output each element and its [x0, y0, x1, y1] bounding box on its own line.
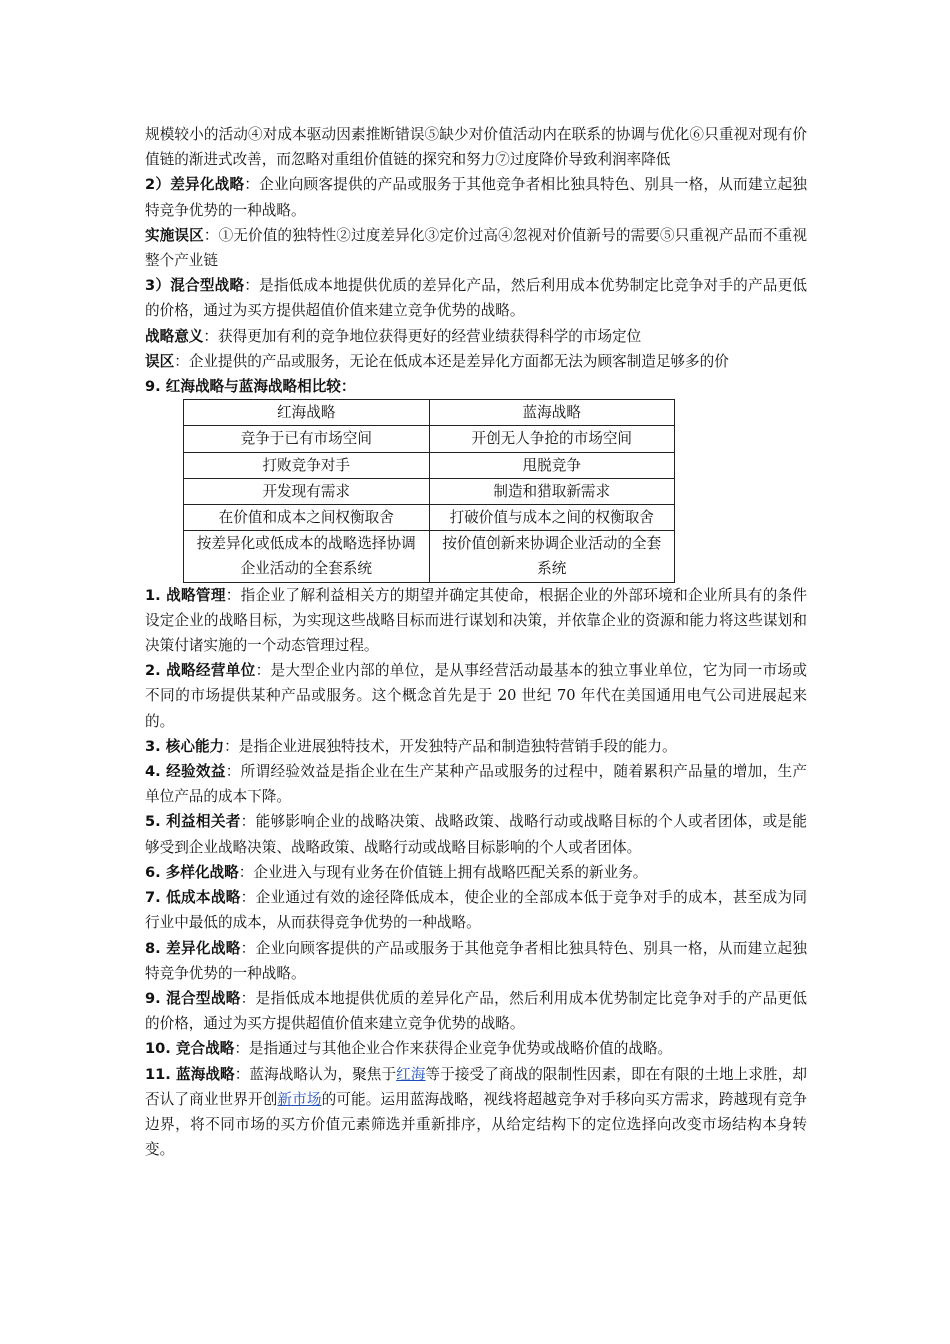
- table-row: [184, 452, 675, 478]
- pitfalls-text: ①无价值的独特性②过度差异化③定价过高④忽视对价值新号的需要⑤只重视产品而不重视整个产业链: [145, 226, 807, 270]
- differentiation-paragraph: [145, 172, 807, 222]
- mixed-text: 是指低成本地提供优质的差异化产品，然后利用成本优势制定比竞争对手的产品更低的价格，通过为买方提供超值价值来建立竞争优势的战略。: [145, 277, 807, 320]
- definition-text: 是指通过与其他企业合作来获得企业竞争优势或战略价值的战略。: [248, 1040, 673, 1058]
- table-cell: 打破价值与成本之间的权衡取舍: [429, 505, 675, 531]
- definitions-list: [145, 583, 807, 1062]
- table-header-cell: 红海战略: [184, 400, 430, 426]
- definition-text: 指企业了解利益相关方的期望并确定其使命，根据企业的外部环境和企业所具有的条件设定企业的战略目标，为实现这些战略目标而进行谋划和决策，并依靠企业的资源和能力将这些谋划和决策付诸实施的一个动态管理过程。: [145, 586, 807, 655]
- definition-term: 1. 战略管理: [145, 586, 226, 604]
- table-header-cell: 蓝海战略: [429, 400, 675, 426]
- blue-ocean-paragraph: [145, 1062, 807, 1163]
- table-cell: 开发现有需求: [184, 478, 430, 504]
- definition-term: 4. 经验效益: [145, 763, 226, 781]
- new-market-link[interactable]: 新市场: [277, 1090, 322, 1108]
- definition-sep: ：: [240, 889, 256, 907]
- table-cell: 竞争于已有市场空间: [184, 426, 430, 452]
- pitfalls-term: 实施误区: [145, 226, 204, 244]
- definition-item: [145, 734, 807, 759]
- definition-text: 是指低成本地提供优质的差异化产品，然后利用成本优势制定比竞争对手的产品更低的价格，通过为买方提供超值价值来建立竞争优势的战略。: [145, 989, 807, 1033]
- pitfalls-paragraph: [145, 223, 807, 273]
- table-cell: 开创无人争抢的市场空间: [429, 426, 675, 452]
- blue-ocean-sep: ：: [234, 1065, 250, 1083]
- definition-item: [145, 860, 807, 885]
- definition-term: 5. 利益相关者: [145, 813, 241, 831]
- mixed-term: 3）混合型战略: [145, 277, 245, 295]
- definition-item: [145, 1036, 807, 1061]
- differentiation-text: 企业向顾客提供的产品或服务于其他竞争者相比独具特色、别具一格，从而建立起独特竞争优势的一种战略。: [145, 176, 807, 219]
- red-ocean-link[interactable]: 红海: [396, 1065, 426, 1083]
- definition-text: 企业通过有效的途径降低成本，使企业的全部成本低于竞争对手的成本，甚至成为同行业中最低的成本，从而获得竞争优势的一种战略。: [145, 889, 807, 932]
- definition-item: [145, 759, 807, 809]
- document-page: [145, 122, 807, 1162]
- meaning-sep: ：: [203, 327, 218, 345]
- definition-term: 10. 竞合战略: [145, 1040, 235, 1058]
- mixed-paragraph: [145, 273, 807, 323]
- meaning-paragraph: [145, 324, 807, 349]
- definition-sep: ：: [234, 1040, 249, 1058]
- definition-item: [145, 658, 807, 734]
- definition-text: 企业向顾客提供的产品或服务于其他竞争者相比独具特色、别具一格，从而建立起独特竞争优势的一种战略。: [145, 939, 807, 982]
- mistake-sep: ：: [174, 352, 189, 370]
- table-cell: 制造和猎取新需求: [429, 478, 675, 504]
- table-row: [184, 400, 675, 426]
- table-row: [184, 478, 675, 504]
- blue-ocean-term: 11. 蓝海战略: [145, 1065, 235, 1083]
- table-cell: 按价值创新来协调企业活动的全套系统: [429, 531, 675, 582]
- definition-sep: ：: [240, 939, 256, 957]
- definition-text: 能够影响企业的战略决策、战略政策、战略行动或战略目标的个人或者团体，或是能够受到企业战略决策、战略政策、战略行动或战略目标影响的个人或者团体。: [145, 813, 807, 856]
- definition-text: 是大型企业内部的单位，是从事经营活动最基本的独立事业单位，它为同一市场或不同的市场提供某种产品或服务。这个概念首先是于 20 世纪 70 年代在美国通用电气公司进展起来的。: [145, 662, 807, 730]
- meaning-term: 战略意义: [145, 327, 204, 345]
- mistake-text: 企业提供的产品或服务，无论在低成本还是差异化方面都无法为顾客制造足够多的价: [188, 352, 729, 370]
- definition-item: [145, 809, 807, 859]
- comparison-table: [183, 399, 675, 582]
- mistake-term: 误区: [145, 352, 175, 370]
- definition-text: 是指企业进展独特技术，开发独特产品和制造独特营销手段的能力。: [238, 737, 677, 755]
- definition-item: [145, 986, 807, 1036]
- definition-item: [145, 583, 807, 659]
- differentiation-sep: ：: [244, 176, 260, 194]
- table-cell: 在价值和成本之间权衡取舍: [184, 505, 430, 531]
- definition-term: 2. 战略经营单位: [145, 662, 256, 680]
- mistake-paragraph: [145, 349, 807, 374]
- blue-ocean-text-2: 等于接受了商战的限制性因素，即在有限的土地上求胜，却否认了商业世界开创: [145, 1065, 807, 1108]
- table-row: [184, 531, 675, 582]
- definition-sep: ：: [238, 863, 254, 881]
- intro-paragraph: 规模较小的活动④对成本驱动因素推断错误⑤缺少对价值活动内在联系的协调与优化⑥只重视对现有价值链的渐进式改善，而忽略对重组价值链的探究和努力⑦过度降价导致利润率降低: [145, 126, 807, 169]
- table-cell: 打败竞争对手: [184, 452, 430, 478]
- definition-term: 9. 混合型战略: [145, 989, 241, 1007]
- definition-sep: ：: [225, 763, 241, 781]
- table-row: [184, 505, 675, 531]
- definition-item: [145, 936, 807, 986]
- pitfalls-sep: ：: [203, 226, 219, 244]
- table-cell: 按差异化或低成本的战略选择协调企业活动的全套系统: [184, 531, 430, 582]
- blue-ocean-text-3: 的可能。运用蓝海战略，视线将超越竞争对手移向买方需求，跨越现有竞争边界，将不同市场的买方价值元素筛选并重新排序，从给定结构下的定位选择向改变市场结构本身转变。: [145, 1090, 807, 1159]
- definition-term: 7. 低成本战略: [145, 889, 241, 907]
- definition-text: 企业进入与现有业务在价值链上拥有战略匹配关系的新业务。: [253, 863, 648, 881]
- definition-item: [145, 885, 807, 935]
- table-row: [184, 426, 675, 452]
- blue-ocean-text-1: 蓝海战略认为，聚焦于: [249, 1065, 397, 1083]
- meaning-text: 获得更加有利的竞争地位获得更好的经营业绩获得科学的市场定位: [218, 327, 642, 345]
- definition-sep: ：: [225, 586, 241, 604]
- definition-sep: ：: [240, 989, 256, 1007]
- definition-sep: ：: [240, 813, 256, 831]
- definition-term: 8. 差异化战略: [145, 939, 241, 957]
- definition-sep: ：: [255, 662, 271, 680]
- table-cell: 甩脱竞争: [429, 452, 675, 478]
- mixed-sep: ：: [244, 277, 260, 295]
- definition-text: 所谓经验效益是指企业在生产某种产品或服务的过程中，随着累积产品量的增加，生产单位产品的成本下降。: [145, 763, 807, 806]
- compare-heading: 9. 红海战略与蓝海战略相比较：: [145, 378, 356, 396]
- definition-sep: ：: [224, 737, 239, 755]
- differentiation-term: 2）差异化战略: [145, 176, 245, 194]
- definition-term: 3. 核心能力: [145, 737, 225, 755]
- definition-term: 6. 多样化战略: [145, 863, 239, 881]
